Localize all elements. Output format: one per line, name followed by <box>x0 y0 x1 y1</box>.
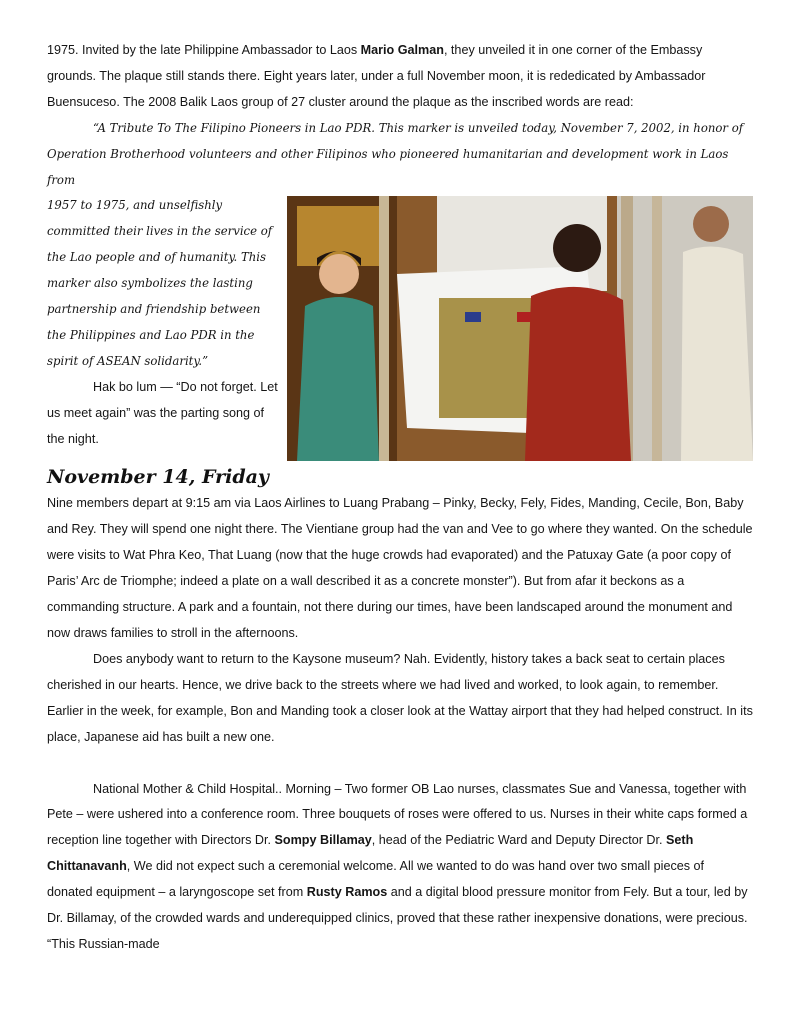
plaque-quote: “A Tribute To The Filipino Pioneers in Lao PDR. This marker is unveiled today, November 7, 2002, in honor of Operation Brotherhood volunteers and other Filipinos who pioneered humanitarian and development work in Laos from <box>47 120 744 187</box>
paragraph-gap <box>47 751 753 777</box>
paragraph-plaque-history: 1975. Invited by the late Philippine Ambassador to Laos Mario Galman, they unveiled it in one corner of the Embassy grounds. The plaque still stands there. Eight years later, under a full November moon, it is rededicated by Ambassador Buensuceso. The 2008 Balik Laos group of 27 cluster around the plaque as the inscribed words are read: <box>47 43 706 109</box>
paragraph-hospital-visit: National Mother & Child Hospital.. Morning – Two former OB Lao nurses, classmates Sue and Vanessa, together with Pete – were ushered into a conference room. Three bouquets of roses were offered to us. Nurses in their white caps formed a reception line together with Directors Dr. Sompy Billamay, head of the Pediatric Ward and Deputy Director Dr. Seth Chittanavanh, We did not expect such a ceremonial welcome. All we wanted to do was hand over two small pieces of donated equipment – a laryngoscope set from Rusty Ramos and a digital blood pressure monitor from Fely. But a tour, led by Dr. Billamay, of the crowded wards and underequipped clinics, proved that these rather inexpensive donations, were precious. “This Russian-made <box>47 781 748 951</box>
name-mario-galman: Mario Galman <box>360 43 444 57</box>
plaque-quote-continued: 1957 to 1975, and unselfishly committed their lives in the service of the Lao people and of humanity. This marker also symbolizes the lasting partnership and friendship between the Philippines and Lao PDR in the spirit of ASEAN solidarity.” <box>47 198 273 368</box>
section-heading-november-14: November 14, Friday <box>47 466 269 489</box>
document-page <box>47 38 753 958</box>
paragraph-kaysone-museum: Does anybody want to return to the Kaysone museum? Nah. Evidently, history takes a back seat to certain places cherished in our hearts. Hence, we drive back to the streets where we had lived and worked, to look again, to remember. Earlier in the week, for example, Bon and Manding took a closer look at the Wattay airport that they had helped construct. In its place, Japanese aid has built a new one. <box>47 651 753 744</box>
photo-wrap-block <box>47 193 753 455</box>
wrap-text-column <box>47 193 279 452</box>
name-rusty-ramos: Rusty Ramos <box>306 885 388 900</box>
plaque-unveiling-photo <box>287 196 753 461</box>
name-sompy-billamay: Sompy Billamay <box>274 833 372 848</box>
paragraph-luang-prabang-trip: Nine members depart at 9:15 am via Laos Airlines to Luang Prabang – Pinky, Becky, Fely, Fides, Manding, Cecile, Bon, Baby and Rey. They will spend one night there. The Vientiane group had the van and Vee to go where they wanted. On the schedule were visits to Wat Phra Keo, That Luang (now that the huge crowds had evaporated) and the Patuxay Gate (a poor copy of Paris’ Arc de Triomphe; indeed a plate on a wall described it as a concrete monster”). But from afar it beckons as a commanding structure. A park and a fountain, not there during our times, have been landscaped around the monument and now draws families to stroll in the afternoons. <box>47 496 753 640</box>
parting-song-paragraph: Hak bo lum — “Do not forget. Let us meet again” was the parting song of the night. <box>47 379 278 446</box>
name-seth-chittanavanh: Seth Chittanavanh <box>47 833 694 874</box>
